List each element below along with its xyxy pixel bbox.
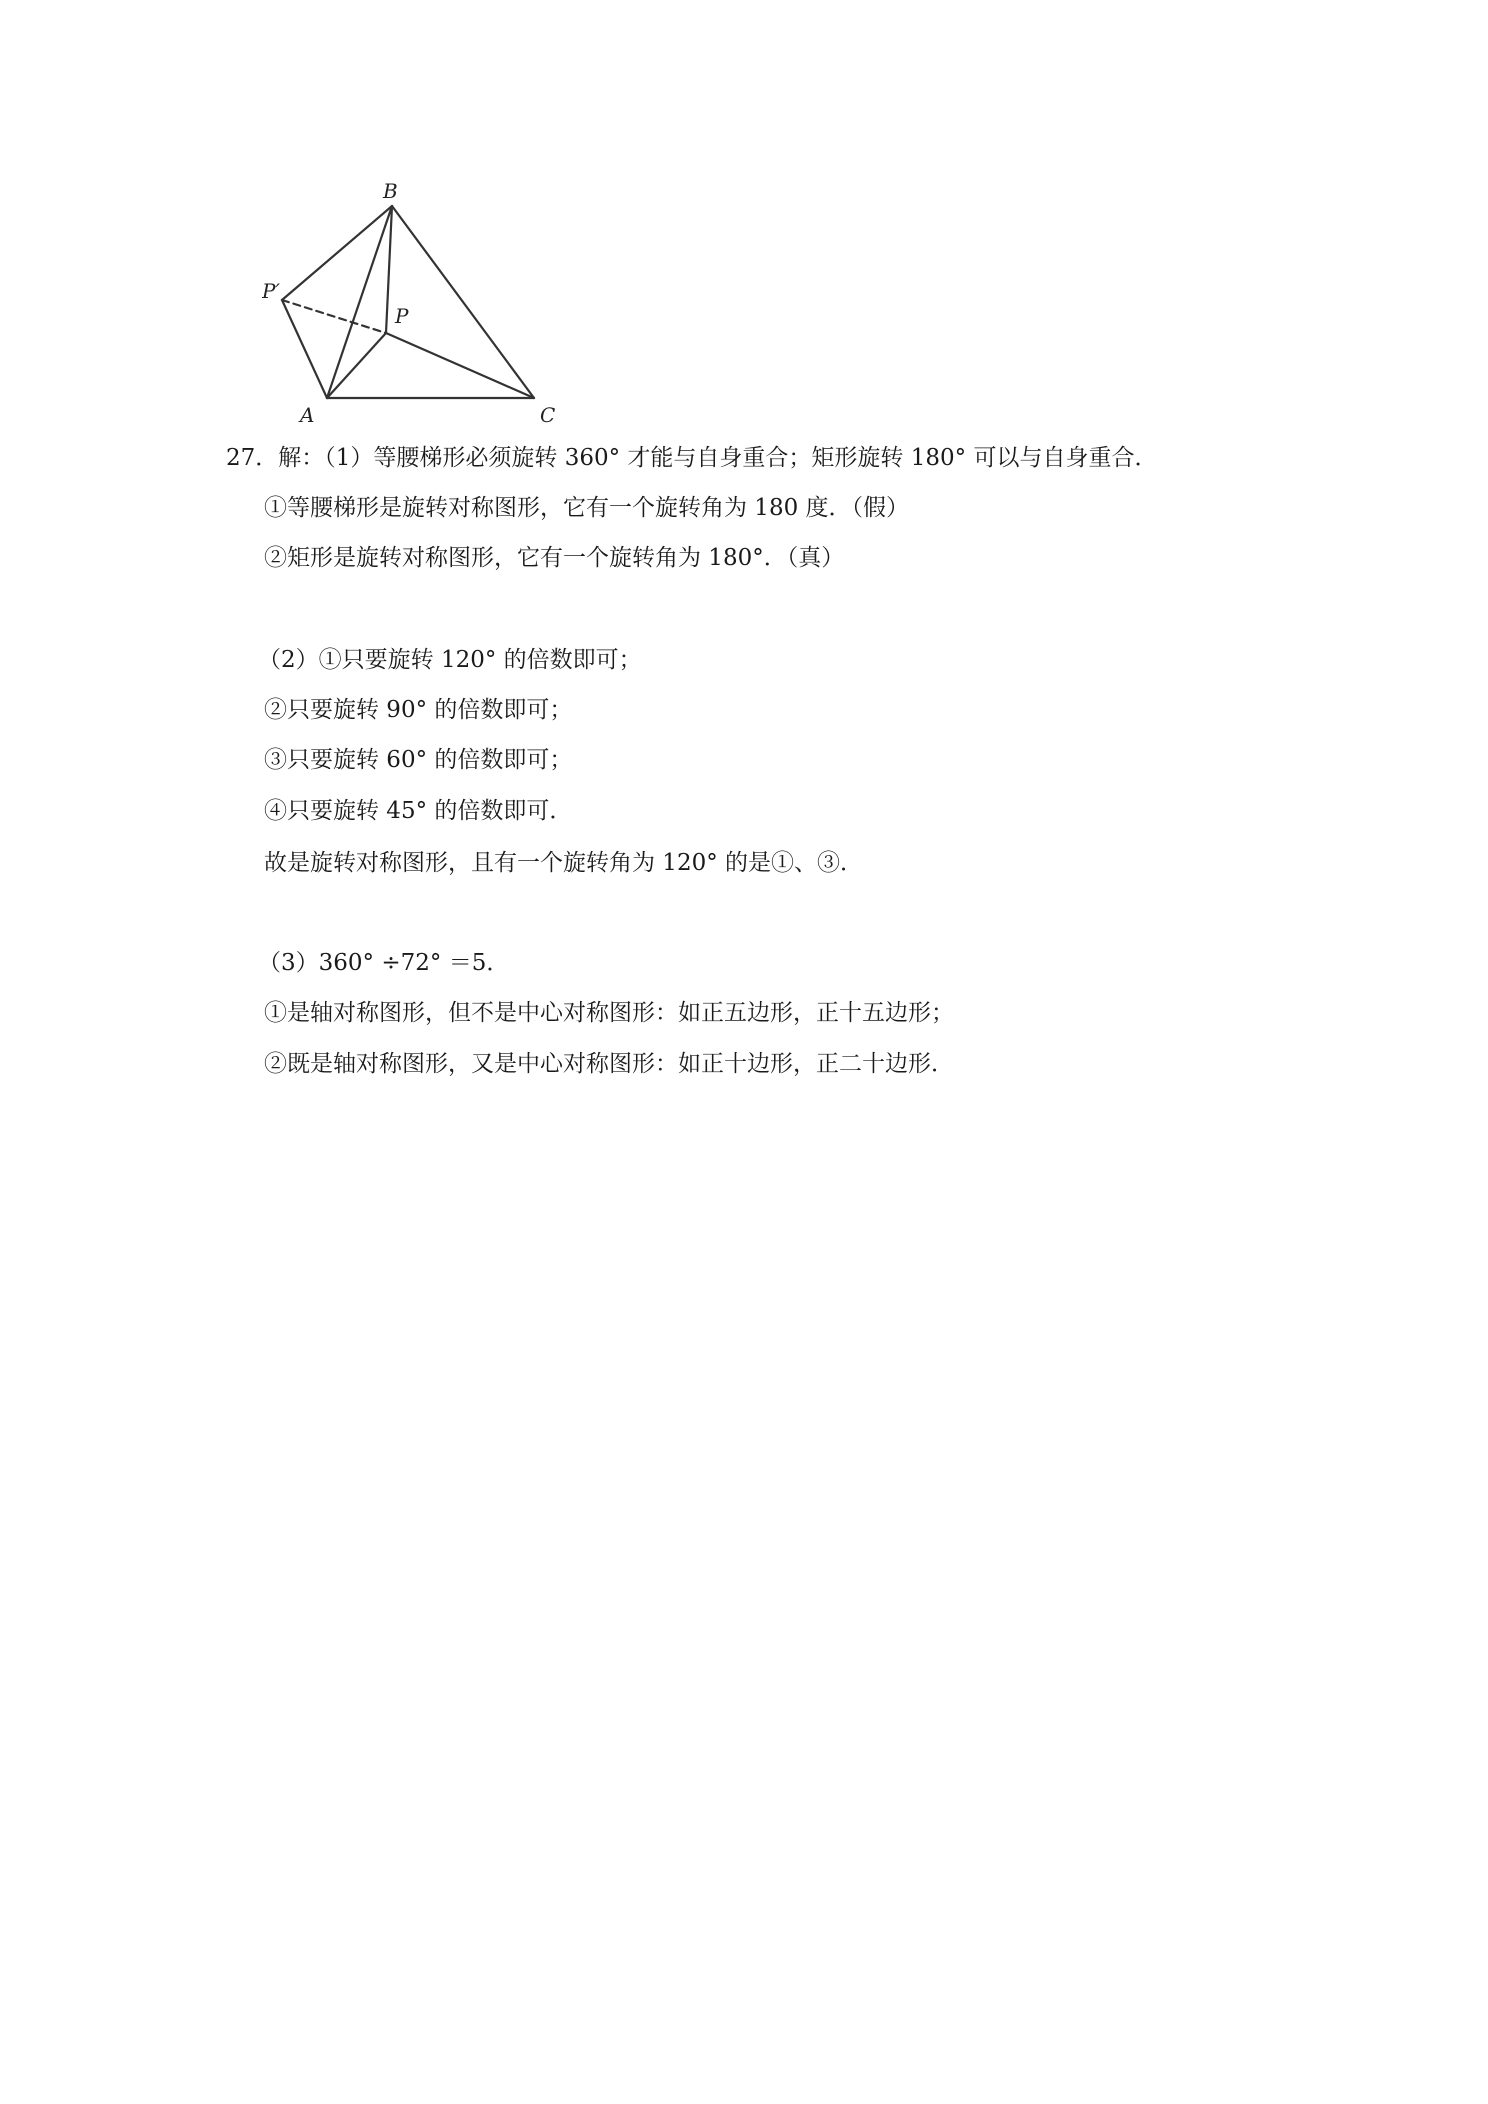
solution-line-8: 故是旋转对称图形，且有一个旋转角为 120° 的是①、③．: [264, 850, 864, 876]
solution-line-1: 27．解：（1）等腰梯形必须旋转 360° 才能与自身重合；矩形旋转 180° 可以与自身重合．: [226, 445, 1158, 471]
solution-line-2: ①等腰梯形是旋转对称图形，它有一个旋转角为 180 度．（假）: [264, 495, 910, 521]
segment-bc: [392, 206, 534, 398]
geometry-figure: [262, 178, 558, 430]
segment-bp: [386, 206, 392, 333]
label-p-prime: P′: [262, 279, 280, 303]
solution-line-9: （3）360° ÷72° ＝5．: [258, 950, 510, 976]
segment-ap: [327, 333, 386, 398]
solution-line-6: ③只要旋转 60° 的倍数即可；: [264, 747, 573, 773]
segment-p-prime-a: [282, 300, 327, 398]
solution-line-11: ②既是轴对称图形，又是中心对称图形：如正十边形，正二十边形．: [264, 1051, 954, 1077]
solution-line-3: ②矩形是旋转对称图形，它有一个旋转角为 180°．（真）: [264, 545, 845, 571]
solution-line-7: ④只要旋转 45° 的倍数即可．: [264, 798, 573, 824]
segment-p-prime-p-dashed: [282, 300, 386, 333]
segment-pc: [386, 333, 534, 398]
solution-line-4: （2）①只要旋转 120° 的倍数即可；: [258, 647, 642, 673]
figure-svg: [262, 178, 558, 430]
label-b: B: [383, 179, 398, 203]
label-c: C: [540, 403, 556, 427]
label-a: A: [300, 403, 315, 427]
solution-line-10: ①是轴对称图形，但不是中心对称图形：如正五边形，正十五边形；: [264, 1000, 954, 1026]
solution-line-5: ②只要旋转 90° 的倍数即可；: [264, 697, 573, 723]
label-p: P: [395, 304, 409, 328]
